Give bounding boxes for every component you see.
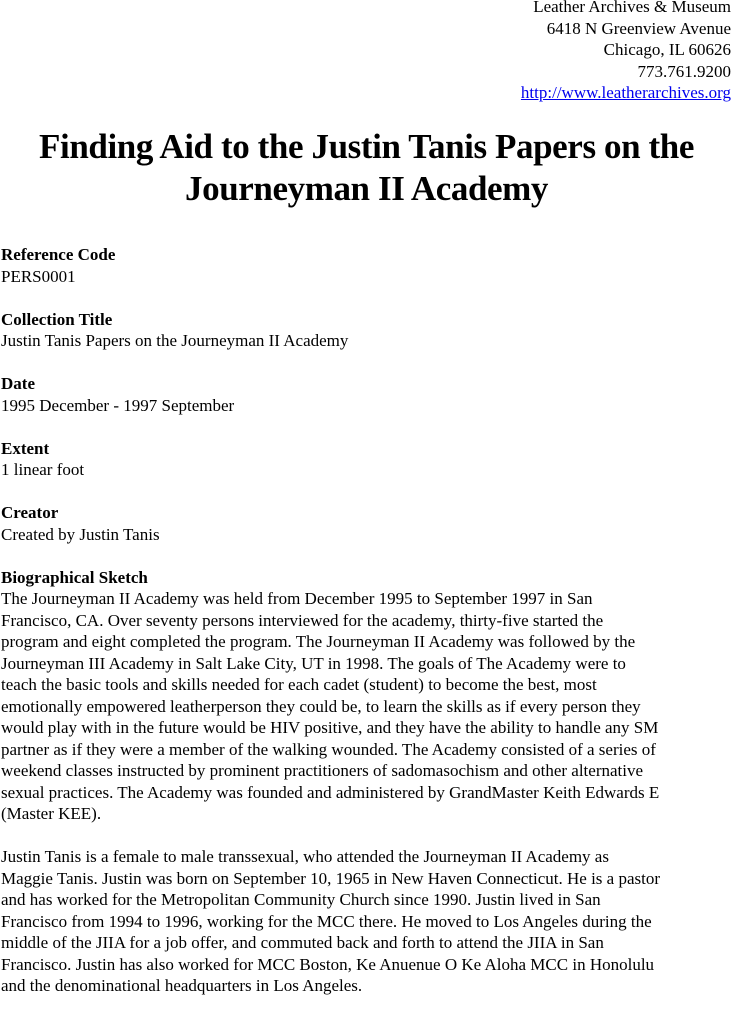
text-line: and has worked for the Metropolitan Community Church since 1990. Justin lived in San bbox=[1, 890, 601, 909]
organization-header bbox=[521, 0, 731, 104]
text-line: The Journeyman II Academy was held from December 1995 to September 1997 in San bbox=[1, 589, 593, 608]
text-line: emotionally empowered leatherperson they could be, to learn the skills as if every person they bbox=[1, 696, 641, 716]
phone-number: 773.761.9200 bbox=[637, 61, 731, 81]
collection-title-field bbox=[1, 309, 733, 352]
reference-code-label: Reference Code bbox=[1, 245, 116, 264]
finding-aid-fields bbox=[1, 244, 733, 1018]
reference-code-field bbox=[1, 244, 733, 287]
creator-value: Created by Justin Tanis bbox=[1, 524, 160, 544]
extent-label: Extent bbox=[1, 438, 50, 458]
creator-field bbox=[1, 502, 733, 545]
text-line: and the denominational headquarters in Los Angeles. bbox=[1, 976, 363, 995]
date-field bbox=[1, 373, 733, 416]
collection-title-value: Justin Tanis Papers on the Journeyman II Academy bbox=[1, 331, 349, 350]
street-address: 6418 N Greenview Avenue bbox=[546, 18, 731, 38]
title-line-2: Journeyman II Academy bbox=[185, 169, 548, 208]
page-title bbox=[0, 126, 733, 210]
text-line: (Master KEE). bbox=[1, 804, 102, 823]
text-line: middle of the JIIA for a job offer, and commuted back and forth to attend the JIIA in San bbox=[1, 933, 604, 952]
biographical-sketch-label: Biographical Sketch bbox=[1, 567, 148, 587]
text-line: sexual practices. The Academy was founded and administered by GrandMaster Keith Edwards E bbox=[1, 782, 660, 802]
text-line: Francisco, CA. Over seventy persons interviewed for the academy, thirty-five started the bbox=[1, 610, 604, 630]
text-line: Journeyman III Academy in Salt Lake City, UT in 1998. The goals of The Academy were to bbox=[1, 653, 626, 673]
date-value: 1995 December - 1997 September bbox=[1, 395, 235, 415]
text-line: would play with in the future would be HIV positive, and they have the ability to handle any SM bbox=[1, 718, 659, 737]
text-line: weekend classes instructed by prominent practitioners of sadomasochism and other alternative bbox=[1, 761, 644, 780]
text-line: program and eight completed the program. The Journeyman II Academy was followed by the bbox=[1, 632, 636, 651]
text-line: teach the basic tools and skills needed for each cadet (student) to become the best, most bbox=[1, 675, 597, 694]
creator-label: Creator bbox=[1, 503, 59, 522]
text-line: partner as if they were a member of the walking wounded. The Academy consisted of a series of bbox=[1, 739, 656, 759]
biographical-paragraph-1 bbox=[1, 588, 733, 825]
biographical-paragraph-2 bbox=[1, 846, 733, 997]
city-state-zip: Chicago, IL 60626 bbox=[603, 40, 731, 59]
text-line: Francisco from 1994 to 1996, working for the MCC there. He moved to Los Angeles during the bbox=[1, 911, 652, 931]
organization-name: Leather Archives & Museum bbox=[533, 0, 731, 16]
collection-title-label: Collection Title bbox=[1, 309, 113, 329]
biographical-sketch-field bbox=[1, 567, 733, 997]
reference-code-value: PERS0001 bbox=[1, 266, 76, 286]
extent-value: 1 linear foot bbox=[1, 460, 85, 479]
text-line: Maggie Tanis. Justin was born on September 10, 1965 in New Haven Connecticut. He is a pastor bbox=[1, 868, 661, 888]
website-link[interactable]: http://www.leatherarchives.org bbox=[520, 83, 731, 102]
text-line: Francisco. Justin has also worked for MCC Boston, Ke Anuenue O Ke Aloha MCC in Honolulu bbox=[1, 954, 655, 974]
title-line-1: Finding Aid to the Justin Tanis Papers on the bbox=[39, 127, 694, 166]
text-line: Justin Tanis is a female to male transsexual, who attended the Journeyman II Academy as bbox=[1, 847, 609, 866]
date-label: Date bbox=[1, 374, 35, 393]
extent-field bbox=[1, 438, 733, 481]
